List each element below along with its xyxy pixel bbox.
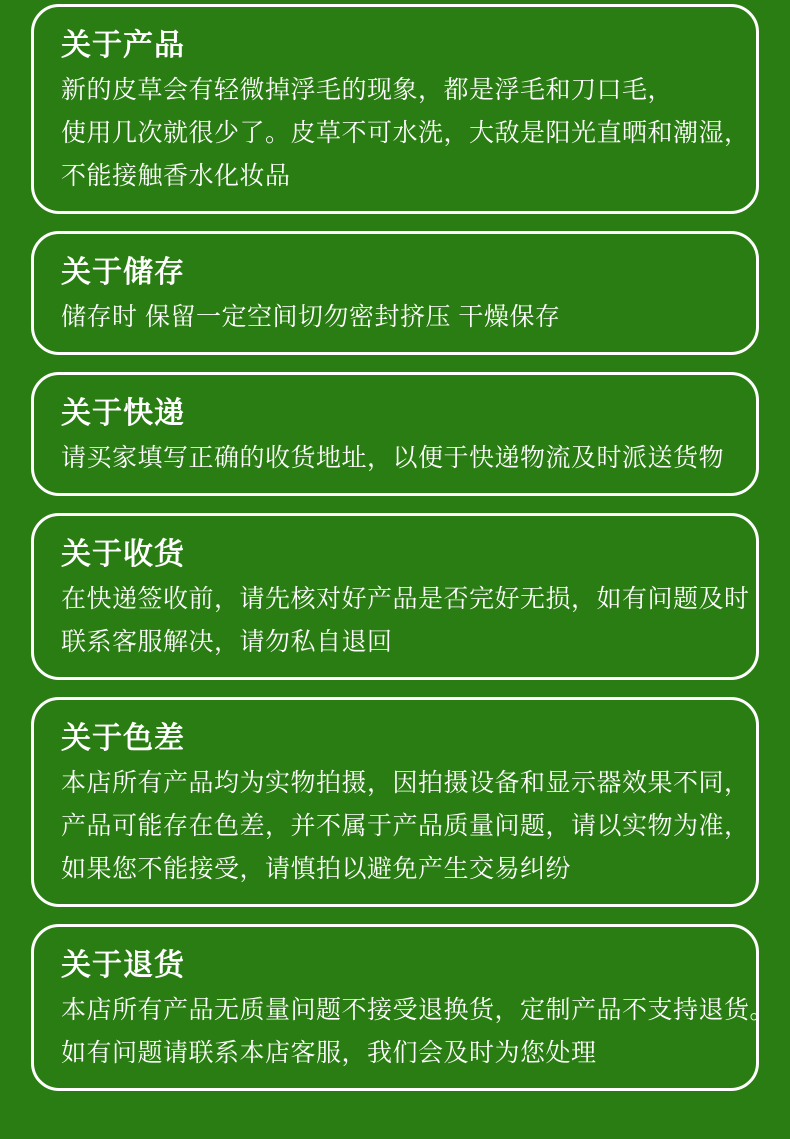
section-about-returns <box>31 924 776 1091</box>
section-body-line: 新的皮草会有轻微掉浮毛的现象，都是浮毛和刀口毛， <box>61 76 674 104</box>
section-about-storage <box>31 231 759 355</box>
section-about-product <box>31 4 759 214</box>
section-about-color-difference <box>31 697 759 907</box>
section-body-line: 产品可能存在色差，并不属于产品质量问题，请以实物为准， <box>61 812 750 840</box>
section-title: 关于储存 <box>61 256 185 289</box>
section-body-line: 请买家填写正确的收货地址，以便于快递物流及时派送货物 <box>61 444 725 472</box>
section-body-line: 储存时 保留一定空间切勿密封挤压 干燥保存 <box>61 303 561 331</box>
section-body-line: 不能接触香水化妆品 <box>61 162 291 190</box>
section-about-receiving <box>31 513 759 680</box>
section-body-line: 如有问题请联系本店客服，我们会及时为您处理 <box>61 1039 597 1067</box>
section-body-line: 使用几次就很少了。皮草不可水洗，大敌是阳光直晒和潮湿， <box>61 119 750 147</box>
section-body-line: 如果您不能接受，请慎拍以避免产生交易纠纷 <box>61 855 572 883</box>
section-about-shipping <box>31 372 759 496</box>
section-body-line: 在快递签收前，请先核对好产品是否完好无损，如有问题及时 <box>61 585 750 613</box>
section-title: 关于产品 <box>61 29 185 62</box>
section-body-line: 联系客服解决，请勿私自退回 <box>61 628 393 656</box>
section-body-line: 本店所有产品无质量问题不接受退换货，定制产品不支持退货。 <box>61 996 776 1024</box>
section-title: 关于退货 <box>61 949 185 982</box>
section-title: 关于快递 <box>61 397 185 430</box>
section-body-line: 本店所有产品均为实物拍摄，因拍摄设备和显示器效果不同， <box>61 769 750 797</box>
section-title: 关于色差 <box>61 722 185 755</box>
section-title: 关于收货 <box>61 538 185 571</box>
